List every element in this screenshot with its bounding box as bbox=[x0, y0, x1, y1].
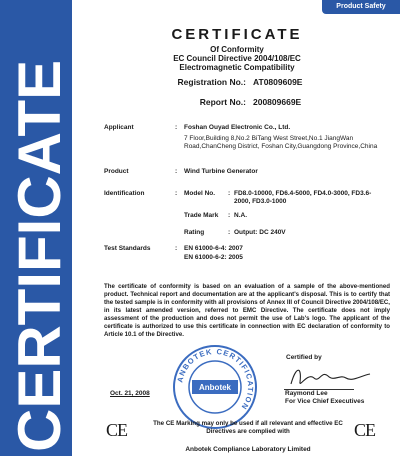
left-banner bbox=[0, 0, 72, 456]
registration-label: Registration No.: bbox=[177, 77, 246, 87]
trademark-value: N.A. bbox=[234, 212, 247, 219]
model-value: FD8.0-10000, FD6.4-5000, FD4.0-3000, FD3.6-2000, FD3.0-1000 bbox=[234, 190, 372, 205]
subtitle-line-1: Of Conformity bbox=[210, 45, 264, 54]
applicant-address: 7 Floor,Building 8,No.2 BiTang West Street,No.1 JiangWan Road,ChanCheng District, Foshan City,Guangdong Province,China bbox=[184, 135, 378, 150]
issue-date: Oct. 21, 2008 bbox=[110, 390, 150, 397]
applicant-name: Foshan Ouyad Electronic Co., Ltd. bbox=[184, 124, 291, 131]
product-safety-tab: Product Safety bbox=[322, 0, 400, 14]
rating-value: Output: DC 240V bbox=[234, 229, 286, 236]
certification-seal bbox=[172, 344, 258, 430]
standard-item-1: EN 61000-6-4: 2007 bbox=[184, 245, 243, 252]
signature-icon bbox=[286, 364, 376, 390]
standards-label: Test Standards bbox=[104, 245, 151, 252]
certificate-body: CERTIFICATE Of Conformity EC Council Directive 2004/108/EC Electromagnetic Compatibility Registration No.: AT0809609E Report No.: 200809669E Applicant : Foshan Ouyad Electronic Co., Ltd. 7 Floor,Building 8,No.2 BiTang West Street,No.1 JiangWan Road,ChanCheng District, Foshan City,Guangdong Province,China Product : Wind Turbine Generator Identification : Model No. : FD8.0-10000, FD6.4-5000, FD4.0-3000, FD3.6-2000, FD3.0-1000 Trade Mark : N.A. Rating : Output: DC 240V Test Standards : EN 61000-6-4: 2007 EN 61000-6-2: 2005 The certificate of conformity is based on an evaluation of a sample of the above-mentioned product. Technical report and documentation are at the applicant's disposal. This is to certify that the tested sample is in conformity with all provisions of Annex III of Council Directive 2004/108/EC, in its latest amended version, referred to EMC Directive. The certificate does not imply assessment of the production and does not permit the use of Lab's logo. The applicant of the certificate is authorized to use this certificate in connection with EC declaration of conformity to Article 10.1 of the Directive. ANBOTEK CERTIFICATION Anbotek Oct. 21, 2008 Certified by Raymond Lee For Vice Chief Executives CE The CE Marking may only be used if all relevant and effective EC Directives are complied with CE Anbotek Compliance Laboratory Limited bbox=[78, 0, 396, 456]
rating-label: Rating bbox=[184, 229, 205, 236]
ce-marking-note: The CE Marking may only be used if all relevant and effective EC Directives are complied with bbox=[153, 420, 343, 435]
product-label: Product bbox=[104, 168, 129, 175]
model-label: Model No. bbox=[184, 190, 216, 197]
product-value: Wind Turbine Generator bbox=[184, 168, 258, 175]
certified-by-label: Certified by bbox=[286, 354, 322, 361]
banner-text: CERTIFICATE bbox=[6, 59, 73, 452]
conformity-statement: The certificate of conformity is based on an evaluation of a sample of the above-mentioned product. Technical report and documentation are at the applicant's disposal. This is to certify that the tested sample is in conformity with all provisions of Annex III of Council Directive 2004/108/EC, in its latest amended version, referred to EMC Directive. The certificate does not imply assessment of the production and does not permit the use of Lab's logo. The applicant of the certificate is authorized to use this certificate in connection with EC declaration of conformity to Article 10.1 of the Directive. bbox=[104, 283, 390, 338]
laboratory-name: Anbotek Compliance Laboratory Limited bbox=[185, 446, 311, 453]
standard-item-2: EN 61000-6-2: 2005 bbox=[184, 254, 243, 261]
signer-block bbox=[285, 390, 364, 406]
registration-value: AT0809609E bbox=[253, 77, 303, 87]
seal-ring-text: ANBOTEK CERTIFICATION bbox=[175, 346, 256, 412]
report-label: Report No.: bbox=[199, 97, 246, 107]
signer-name: Raymond Lee bbox=[285, 390, 328, 397]
ce-mark-right: CE bbox=[354, 420, 376, 440]
subtitle-line-3: Electromagnetic Compatibility bbox=[179, 63, 295, 72]
applicant-label: Applicant bbox=[104, 124, 134, 131]
subtitle-line-2: EC Council Directive 2004/108/EC bbox=[173, 54, 301, 63]
trademark-label: Trade Mark bbox=[184, 212, 219, 219]
seal-center-text: Anbotek bbox=[199, 383, 231, 392]
ce-mark-left: CE bbox=[106, 420, 128, 440]
certificate-title: CERTIFICATE bbox=[171, 26, 303, 43]
signer-title: For Vice Chief Executives bbox=[285, 398, 365, 405]
report-value: 200809669E bbox=[253, 97, 302, 107]
identification-label: Identification bbox=[104, 190, 145, 197]
